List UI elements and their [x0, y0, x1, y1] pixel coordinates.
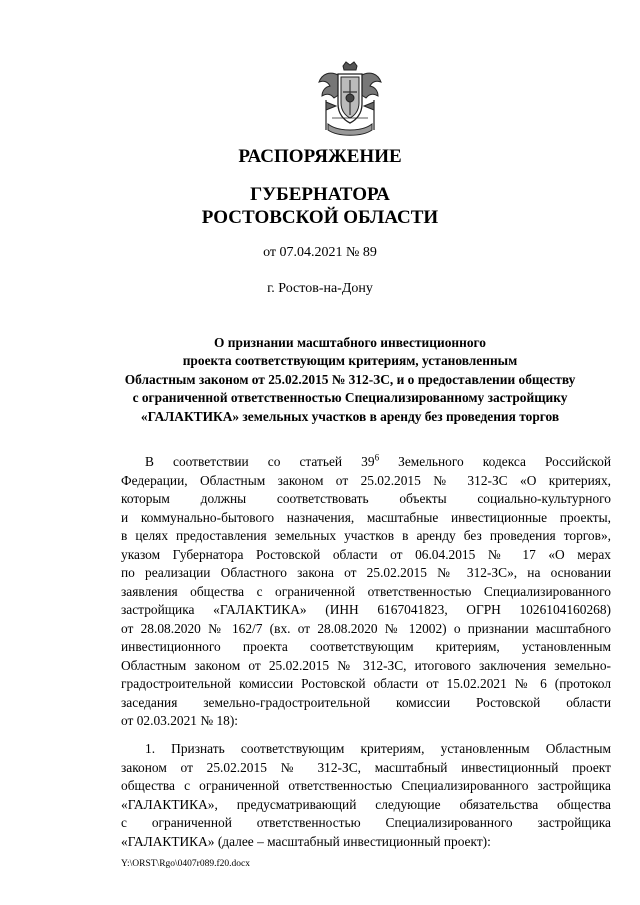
authority-heading-line2: РОСТОВСКОЙ ОБЛАСТИ: [201, 207, 439, 228]
document-type-heading: РАСПОРЯЖЕНИЕ: [238, 146, 402, 167]
article-superscript: 6: [374, 452, 380, 463]
paragraph-line: с ограниченной ответственностью Специализированного застройщика: [121, 815, 611, 830]
paragraph-line: Областным законом от 25.02.2015 № 312-ЗС, итогового заключения земельно-: [121, 657, 611, 673]
document-date-number: от 07.04.2021 № 89: [263, 245, 377, 260]
paragraph-line: общества с ограниченной ответственностью Специализированного застройщика: [121, 778, 611, 793]
clause-1-paragraph: [121, 740, 611, 851]
paragraph-line: градостроительной комиссии Ростовской области от 15.02.2021 № 6 (протокол: [121, 676, 611, 691]
paragraph-line: «ГАЛАКТИКА» (далее – масштабный инвестиционный проект):: [121, 833, 491, 849]
subject-line: Областным законом от 25.02.2015 № 312-ЗС, и о предоставлении обществу: [124, 371, 576, 387]
preamble-text: Земельного кодекса Российской: [379, 454, 611, 469]
paragraph-line: заявления общества с ограниченной ответственностью Специализированного: [121, 583, 611, 599]
document-subject: [100, 334, 600, 426]
preamble-text: В соответствии со статьей 39: [145, 454, 375, 469]
file-path-footer: Y:\ORST\Rgo\0407r089.f20.docx: [121, 859, 250, 869]
paragraph-line: которым должны соответствовать объекты социально-культурного: [121, 491, 611, 506]
paragraph-line: «ГАЛАКТИКА», предусматривающий следующие обязательства общества: [121, 796, 611, 812]
paragraph-line: в целях предоставления земельных участков в аренду без проведения торгов»,: [121, 528, 611, 543]
subject-line: проекта соответствующим критериям, установленным: [182, 353, 518, 369]
document-city: г. Ростов-на-Дону: [267, 281, 373, 296]
subject-line: «ГАЛАКТИКА» земельных участков в аренду без проведения торгов: [140, 408, 560, 424]
paragraph-line: от 28.08.2020 № 162/7 (вх. от 28.08.2020 № 12002) о признании масштабного: [121, 620, 611, 636]
paragraph-line: инвестиционного проекта соответствующим критериям, установленным: [121, 639, 611, 654]
paragraph-line: по реализации Областного закона от 25.02.2015 № 312-ЗС», на основании: [121, 565, 611, 580]
coat-of-arms-icon: [316, 60, 384, 138]
paragraph-line: и коммунально-бытового назначения, масштабные инвестиционные проекты,: [121, 509, 611, 525]
paragraph-line: законом от 25.02.2015 № 312-ЗС, масштабный инвестиционный проект: [121, 759, 611, 775]
subject-line: О признании масштабного инвестиционного: [214, 335, 486, 350]
paragraph-line: застройщика «ГАЛАКТИКА» (ИНН 6167041823, ОГРН 1026104160268): [121, 602, 611, 617]
authority-heading-line1: ГУБЕРНАТОРА: [250, 184, 390, 205]
paragraph-line: от 02.03.2021 № 18):: [121, 713, 239, 728]
paragraph-line: указом Губернатора Ростовской области от 06.04.2015 № 17 «О мерах: [121, 546, 611, 562]
paragraph-line: [121, 453, 611, 472]
paragraph-line: 1. Признать соответствующим критериям, установленным Областным: [145, 741, 611, 756]
paragraph-line: заседания земельно-градостроительной комиссии Ростовской области: [121, 694, 611, 710]
paragraph-line: Федерации, Областным законом от 25.02.2015 № 312-ЗС «О критериях,: [121, 472, 611, 488]
preamble-paragraph: [121, 453, 611, 731]
subject-line: с ограниченной ответственностью Специализированному застройщику: [132, 390, 568, 406]
